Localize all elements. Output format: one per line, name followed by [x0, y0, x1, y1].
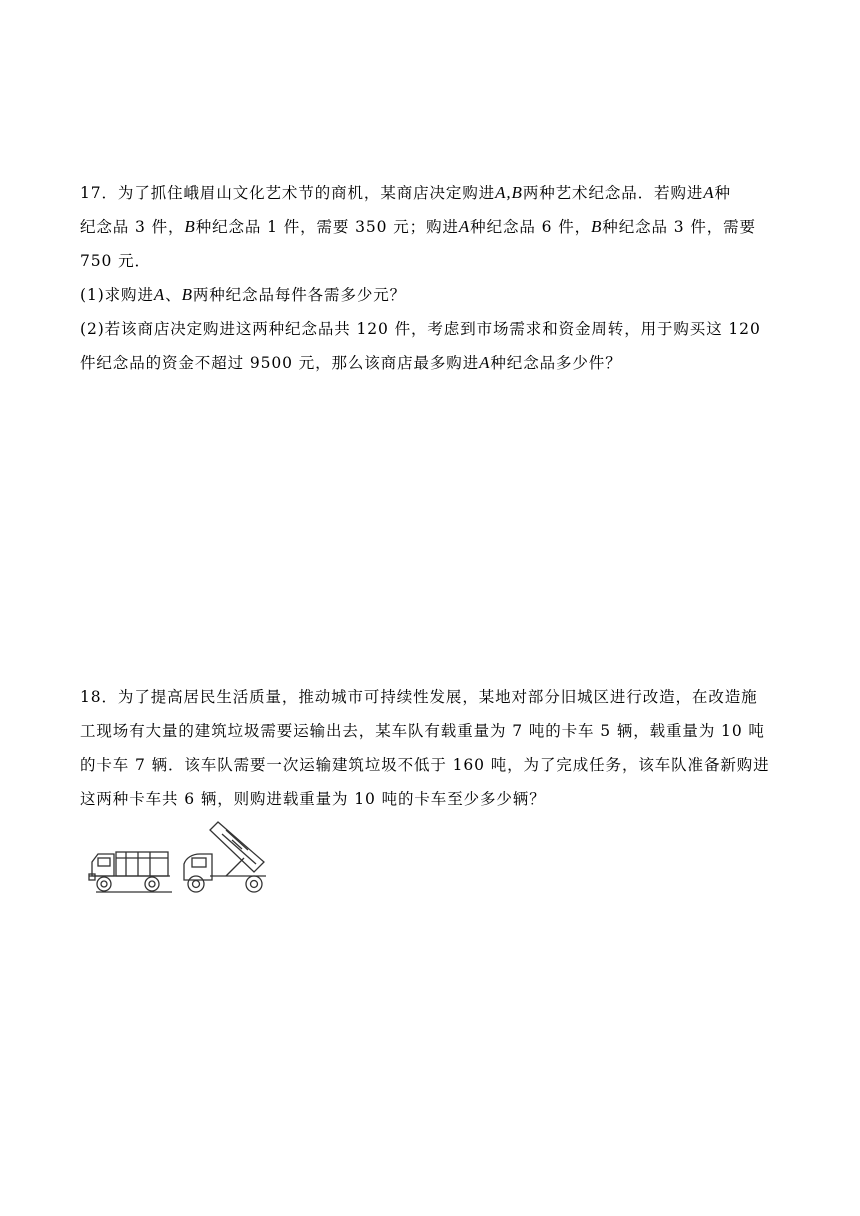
q18-line-2: 工现场有大量的建筑垃圾需要运输出去，某车队有载重量为 7 吨的卡车 5 辆，载重量为 10 吨: [80, 722, 765, 740]
question-18: [80, 680, 780, 816]
trucks-figure: [86, 818, 276, 898]
question-17: [80, 176, 780, 380]
tipping-truck-icon: [184, 822, 266, 892]
q17-subquestion-2-line-1: (2)若该商店决定购进这两种纪念品共 120 件，考虑到市场需求和资金周转，用于购买这 120: [80, 320, 761, 338]
q17-subquestion-2-line-2: 件纪念品的资金不超过 9500 元，那么该商店最多购进A种纪念品多少件？: [80, 353, 622, 372]
q17-line-2: 纪念品 3 件，B种纪念品 1 件，需要 350 元；购进A种纪念品 6 件，B种纪念品 3 件，需要: [80, 217, 756, 236]
q17-line-3: 750 元．: [80, 252, 151, 270]
q17-subquestion-1: (1)求购进A、B两种纪念品每件各需多少元？: [80, 285, 407, 304]
q18-line-4: 这两种卡车共 6 辆，则购进载重量为 10 吨的卡车至少多少辆？: [80, 790, 546, 808]
q18-line-3: 的卡车 7 辆．该车队需要一次运输建筑垃圾不低于 160 吨，为了完成任务，该车队准备新购进: [80, 756, 770, 774]
q18-line-1: 18．为了提高居民生活质量，推动城市可持续性发展，某地对部分旧城区进行改造，在改造施: [80, 688, 758, 706]
dump-truck-icon: [89, 852, 172, 892]
q17-line-1: 17．为了抓住峨眉山文化艺术节的商机，某商店决定购进A,B两种艺术纪念品．若购进A种: [80, 183, 731, 202]
